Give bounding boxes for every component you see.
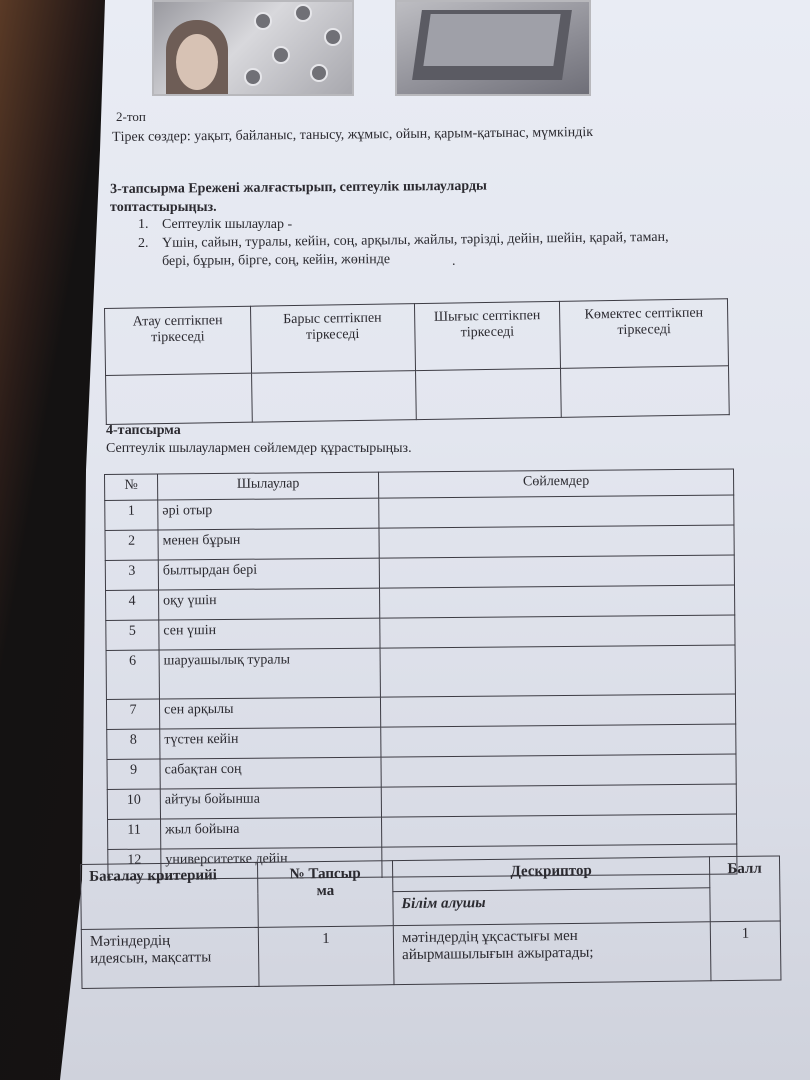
- task-number-header: № Тапсыр ма: [257, 861, 393, 928]
- phrases-table: [104, 469, 738, 880]
- row-number: 10: [107, 789, 160, 819]
- descriptor-header: Дескриптор: [392, 857, 709, 892]
- sentence-cell[interactable]: [380, 585, 735, 618]
- task3-title: 3-тапсырма Ережені жалғастырып, септеулік шылауларды: [110, 178, 488, 197]
- task4-title: 4-тапсырма: [106, 423, 181, 438]
- phrase-cell: түстен кейін: [160, 727, 381, 759]
- answer-cell[interactable]: [251, 371, 415, 423]
- case-header-ablative: Шығыс септікпен тіркеседі: [414, 301, 561, 370]
- phrase-cell: шаруашылық туралы: [159, 648, 380, 699]
- phrase-cell: әрі отыр: [158, 498, 379, 530]
- col-header-sentences: Сөйлемдер: [378, 469, 733, 498]
- row-number: 8: [107, 729, 160, 759]
- col-header-phrases: Шылаулар: [158, 472, 379, 500]
- network-node-icon: [324, 28, 342, 46]
- list-number: 2.: [138, 236, 149, 251]
- score-header: Балл: [709, 856, 780, 922]
- row-number: 4: [106, 590, 159, 620]
- answer-cell[interactable]: [106, 373, 253, 424]
- phrase-cell: айтуы бойынша: [160, 787, 381, 819]
- row-number: 1: [105, 500, 158, 530]
- sentence-cell[interactable]: [379, 555, 734, 588]
- network-node-icon: [294, 4, 312, 22]
- sentence-cell[interactable]: [380, 694, 735, 727]
- row-number: 3: [105, 560, 158, 590]
- phrase-cell: университетке дейін: [161, 847, 382, 879]
- task3-item-2-cont: бері, бұрын, бірге, соң, кейін, жөнінде: [162, 252, 391, 269]
- row-number: 6: [106, 650, 159, 699]
- row-number: 9: [107, 759, 160, 789]
- sentence-cell[interactable]: [381, 724, 736, 757]
- row-number: 2: [105, 530, 158, 560]
- phrase-cell: жыл бойына: [161, 817, 382, 849]
- laptop-photo: [395, 0, 591, 96]
- phrase-cell: сен арқылы: [159, 697, 380, 729]
- answer-cell[interactable]: [415, 368, 562, 419]
- sentence-cell[interactable]: [379, 495, 734, 528]
- row-number: 7: [106, 699, 159, 729]
- phrase-cell: сабақтан соң: [160, 757, 381, 789]
- criteria-header: Бағалау критерийі: [81, 862, 259, 929]
- task3-title-cont: топтастырыңыз.: [110, 200, 217, 215]
- row-number: 12: [108, 849, 161, 879]
- list-number: 1.: [138, 217, 149, 232]
- row-number: 11: [108, 819, 161, 849]
- case-table: [104, 298, 730, 425]
- face-shape: [176, 34, 218, 90]
- laptop-screen: [423, 14, 560, 66]
- criteria-cell: Мәтіндердің идеясын, мақсатты: [81, 927, 259, 988]
- table-row: [106, 645, 735, 699]
- assessment-table: [80, 855, 781, 989]
- row-number: 5: [106, 620, 159, 650]
- network-node-icon: [254, 12, 272, 30]
- group-label: 2-топ: [116, 109, 146, 124]
- task4-instruction: Септеулік шылаулармен сөйлемдер құрастырыңыз.: [106, 441, 412, 456]
- col-header-number: №: [105, 474, 158, 500]
- case-header-nominative: Атау септікпен тіркеседі: [105, 306, 252, 375]
- phrase-cell: былтырдан бері: [158, 558, 379, 590]
- task-number-cell: 1: [258, 926, 394, 987]
- case-header-instrumental: Көмектес септікпен тіркеседі: [560, 299, 729, 369]
- network-node-icon: [310, 64, 328, 82]
- network-node-icon: [272, 46, 290, 64]
- task3-item-1: Септеулік шылаулар -: [162, 217, 293, 232]
- sentence-cell[interactable]: [379, 525, 734, 558]
- descriptor-cell: мәтіндердің ұқсастығы мен айырмашылығын ажыратады;: [393, 922, 711, 985]
- keywords-line: Тірек сөздер: уақыт, байланыс, танысу, жұмыс, ойын, қарым-қатынас, мүмкіндік: [112, 124, 594, 145]
- trailing-dot: .: [452, 254, 456, 269]
- score-cell: 1: [710, 921, 781, 981]
- sentence-cell[interactable]: [380, 645, 735, 697]
- sentence-cell[interactable]: [380, 615, 735, 648]
- phrase-cell: менен бұрын: [158, 528, 379, 560]
- case-header-dative: Барыс септікпен тіркеседі: [250, 304, 415, 374]
- network-node-icon: [244, 68, 262, 86]
- sentence-cell[interactable]: [382, 814, 737, 847]
- sentence-cell[interactable]: [381, 784, 736, 817]
- sentence-cell[interactable]: [381, 754, 736, 787]
- social-network-photo: [152, 0, 354, 96]
- phrase-cell: оқу үшін: [159, 588, 380, 620]
- answer-cell[interactable]: [561, 366, 729, 418]
- phrase-cell: сен үшін: [159, 618, 380, 650]
- descriptor-subheader: Білім алушы: [393, 888, 710, 926]
- task3-item-2: Үшін, сайын, туралы, кейін, соң, арқылы, жайлы, тәрізді, дейін, шейін, қарай, таман,: [162, 229, 669, 251]
